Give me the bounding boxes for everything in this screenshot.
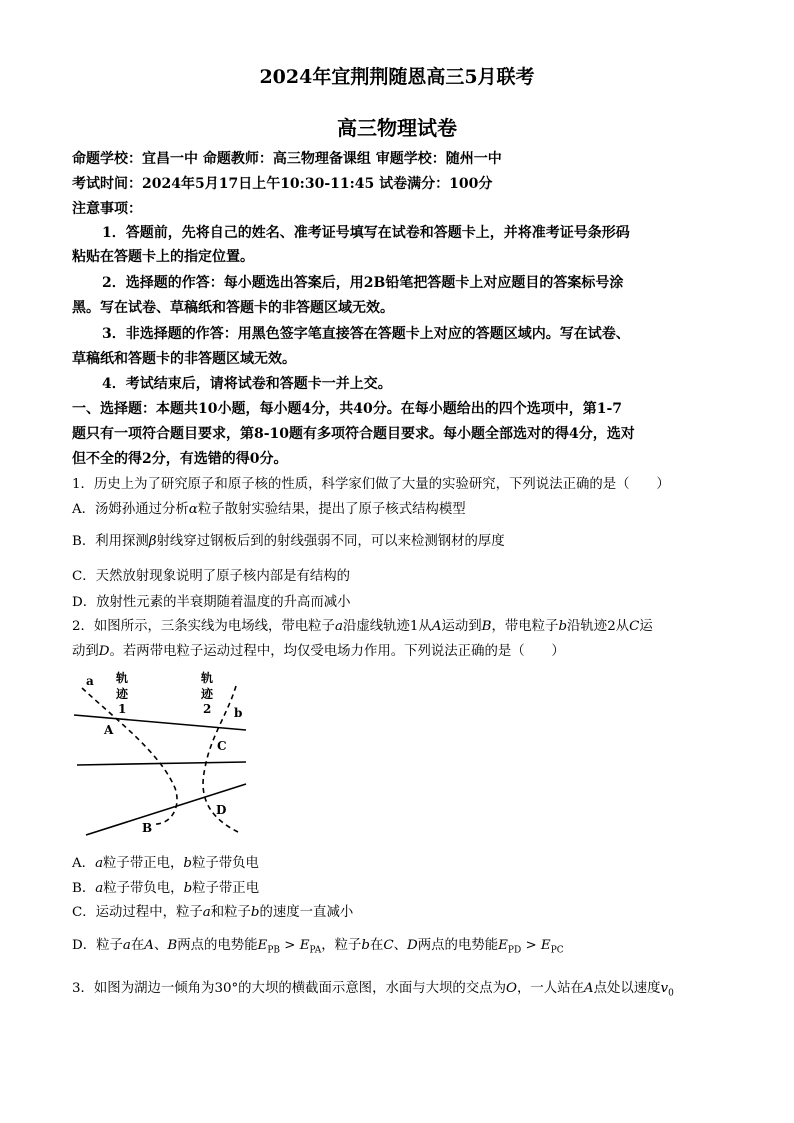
text: 的速度一直减小 [259, 905, 354, 920]
symbol: a [95, 881, 104, 896]
symbol: E [540, 938, 551, 953]
symbol: A [583, 981, 594, 996]
symbol: b [250, 905, 260, 920]
text: 沿虚线轨迹1从 [342, 619, 432, 634]
symbol: β [148, 534, 157, 549]
symbol: a [334, 619, 343, 634]
text: 在 [370, 938, 384, 953]
q1-option-a [72, 498, 466, 517]
symbol: A [144, 938, 154, 953]
text: 射线穿过钢板后到的射线强弱不同，可以来检测钢材的厚度 [156, 534, 505, 549]
q1-option-d: D．放射性元素的半衰期随着温度的升高而减小 [72, 595, 351, 610]
text: C．运动过程中，粒子 [72, 905, 203, 920]
meta-line-1: 命题学校：宜昌一中 命题教师：高三物理备课组 审题学校：随州一中 [72, 151, 502, 167]
q2-option-b [72, 877, 259, 896]
label-guiji2-1: 轨 [201, 671, 214, 685]
symbol: a [95, 856, 104, 871]
q2-field-figure [60, 668, 260, 846]
text: A． [72, 856, 96, 871]
symbol: C [383, 938, 394, 953]
text: 粒子带正电 [192, 881, 260, 896]
meta-line-2: 考试时间：2024年5月17日上午10:30-11:45 试卷满分：100分 [72, 176, 493, 192]
note-3a: 3．非选择题的作答：用黑色签字笔直接答在答题卡上对应的答题区域内。写在试卷、 [102, 326, 630, 342]
label-b: b [234, 706, 243, 720]
symbol: b [183, 881, 193, 896]
subscript: PC [550, 945, 564, 956]
subscript: PB [267, 945, 280, 956]
text: 在 [130, 938, 145, 953]
text: 点处以速度 [593, 981, 661, 996]
operator: > [521, 938, 541, 953]
label-guiji1-1: 轨 [116, 671, 129, 685]
text: ，粒子 [321, 938, 362, 953]
symbol: B [167, 938, 178, 953]
text: 的大坝的横截面示意图，水面与大坝的交点为 [238, 981, 506, 996]
notes-heading: 注意事项： [72, 201, 142, 217]
point-A: A [104, 723, 114, 737]
angle-value: 30° [214, 981, 239, 996]
label-guiji1-2: 迹 [116, 687, 129, 701]
note-2b: 黑。写在试卷、草稿纸和答题卡的非答题区域无效。 [72, 300, 394, 316]
symbol: B [481, 619, 492, 634]
note-1b: 粘贴在答题卡上的指定位置。 [72, 249, 254, 265]
symbol: b [361, 938, 370, 953]
symbol: C [629, 619, 640, 634]
symbol: D [407, 938, 418, 953]
q2-option-a [72, 852, 259, 871]
symbol: α [188, 502, 198, 517]
trajectory-1 [82, 688, 177, 824]
point-D: D [216, 803, 227, 817]
subscript: 0 [668, 988, 674, 999]
text: ，带电粒子 [491, 619, 559, 634]
text: 粒子带负电， [103, 881, 184, 896]
label-guiji2-3: 2 [203, 702, 212, 716]
note-3b: 草稿纸和答题卡的非答题区域无效。 [72, 351, 296, 367]
text: 。若两带电粒子运动过程中，均仅受电场力作用。下列说法正确的是（ ） [109, 644, 565, 659]
text: B．利用探测 [72, 534, 149, 549]
text: 沿轨迹2从 [567, 619, 630, 634]
section1-line2: 题只有一项符合题目要求，第8-10题有多项符合题目要求。每小题全部选对的得4分，选对 [72, 426, 635, 442]
text: 粒子带负电 [191, 856, 259, 871]
symbol: b [183, 856, 192, 871]
text: 两点的电势能 [177, 938, 258, 953]
point-B: B [142, 821, 153, 835]
symbol: a [202, 905, 211, 920]
symbol: A [431, 619, 442, 634]
q2-stem-line2 [72, 640, 565, 659]
text: 动到 [72, 644, 99, 659]
label-guiji2-2: 迹 [201, 687, 214, 701]
q3-stem [72, 977, 674, 999]
text: D．粒子 [72, 938, 123, 953]
symbol: v [660, 981, 669, 996]
symbol: b [558, 619, 568, 634]
q1-stem: 1．历史上为了研究原子和原子核的性质，科学家们做了大量的实验研究，下列说法正确的是（ ） [72, 477, 670, 492]
symbol: E [257, 938, 268, 953]
q1-option-b [72, 530, 505, 549]
operator: > [280, 938, 300, 953]
subscript: PD [507, 945, 522, 956]
text: 、 [393, 938, 408, 953]
q2-stem-line1 [72, 615, 653, 634]
exam-title: 2024年宜荆荆随恩高三5月联考 [259, 66, 535, 88]
text: ，一人站在 [516, 981, 584, 996]
text: 、 [153, 938, 168, 953]
point-C: C [217, 739, 227, 753]
note-4: 4．考试结束后，请将试卷和答题卡一并上交。 [102, 376, 392, 392]
symbol: a [122, 938, 131, 953]
text: 粒子散射实验结果，提出了原子核式结构模型 [197, 502, 466, 517]
subscript: PA [309, 945, 322, 956]
text: 3．如图为湖边一倾角为 [72, 981, 215, 996]
q1-option-c: C．天然放射现象说明了原子核内部是有结构的 [72, 569, 351, 584]
section1-line3: 但不全的得2分，有选错的得0分。 [72, 451, 288, 467]
text: 和粒子 [210, 905, 251, 920]
label-guiji1-3: 1 [118, 702, 127, 716]
symbol: E [299, 938, 310, 953]
symbol: E [498, 938, 508, 953]
text: 粒子带正电， [103, 856, 184, 871]
note-1a: 1．答题前，先将自己的姓名、准考证号填写在试卷和答题卡上，并将准考证号条形码 [102, 225, 630, 241]
text: B． [72, 881, 96, 896]
text: 运动到 [441, 619, 482, 634]
note-2a: 2．选择题的作答：每小题选出答案后，用2B铅笔把答题卡上对应题目的答案标号涂 [102, 275, 624, 291]
section1-line1: 一、选择题：本题共10小题，每小题4分，共40分。在每小题给出的四个选项中，第1-7 [72, 401, 622, 417]
text: 2．如图所示，三条实线为电场线，带电粒子 [72, 619, 335, 634]
text: 运 [639, 619, 653, 634]
q2-option-d [72, 934, 564, 956]
q2-option-c [72, 901, 353, 920]
subject-title: 高三物理试卷 [337, 116, 457, 140]
symbol: D [98, 644, 110, 659]
label-a: a [86, 674, 94, 688]
text: 两点的电势能 [417, 938, 499, 953]
symbol: O [505, 981, 517, 996]
text: A．汤姆孙通过分析 [72, 502, 189, 517]
